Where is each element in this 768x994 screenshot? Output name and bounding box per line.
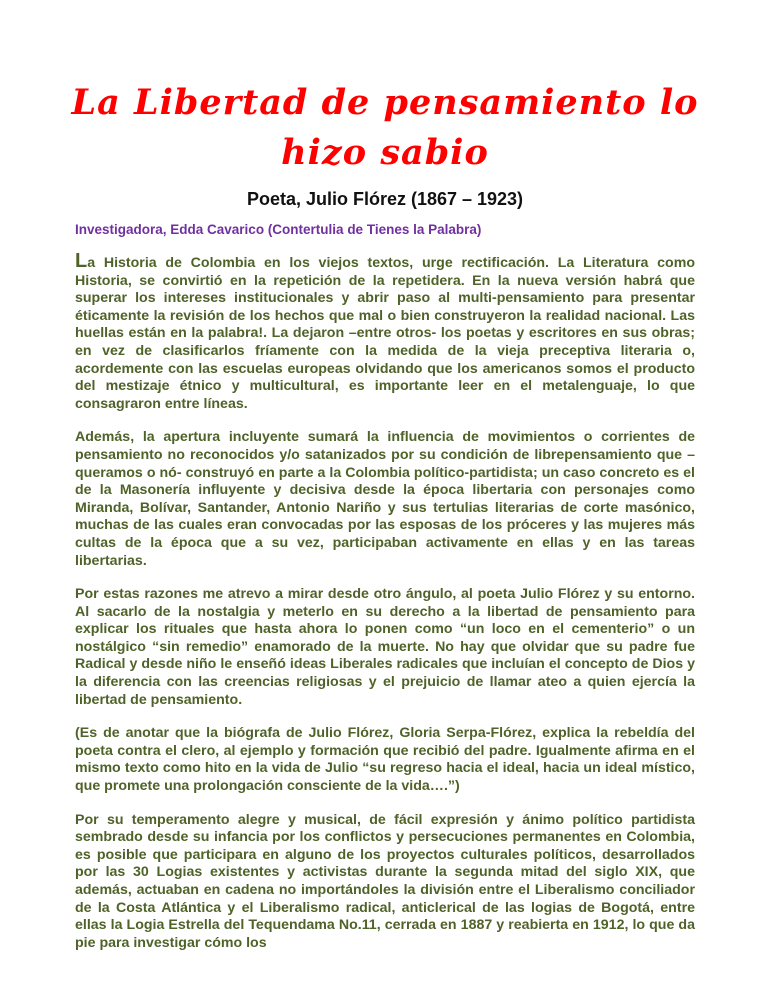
paragraph-text: a Historia de Colombia en los viejos textos, urge rectificación. La Literatura como Historia, se convirtió en la repetición de la repetidera. En la nueva versión habrá que superar los intereses institucionales y abrir paso al multi-pensamiento para presentar éticamente la revisión de los hechos que mal o bien construyeron la realidad nacional. Las huellas están en la palabra!. La dejaron –entre otros- los poetas y escritores en sus obras; en vez de clasificarlos fríamente con la medida de la vieja preceptiva literaria o, acordemente con las escuelas europeas olvidando que los americanos somos el producto del mestizaje étnico y multicultural, es importante leer en el metalenguaje, lo que consagraron entre líneas. [75,255,695,412]
title-line-2: hizo sabio [281,132,489,173]
title-line-1: La Libertad de pensamiento lo [71,82,699,123]
body-paragraph-3: Por estas razones me atrevo a mirar desde otro ángulo, al poeta Julio Flórez y su entorno. Al sacarlo de la nostalgia y meterlo en su derecho a la libertad de pensamiento para explicar los rituales que hasta ahora lo ponen como “un loco en el cementerio” o un nostálgico “sin remedio” enamorado de la muerte. No hay que olvidar que su padre fue Radical y desde niño le enseñó ideas Liberales radicales que incluían el concepto de Dios y la diferencia con las creencias religiosas y el prejuicio de llamar ateo a quien ejercía la libertad de pensamiento. [75,586,695,708]
document-page [71,78,699,952]
document-title [65,78,705,178]
body-paragraph-4: (Es de anotar que la biógrafa de Julio Flórez, Gloria Serpa-Flórez, explica la rebeldía del poeta contra el clero, al ejemplo y formación que recibió del padre. Igualmente afirma en el mismo texto como hito en la vida de Julio “su regreso hacia el ideal, hacia un ideal místico, que promete una prolongación consciente de la vida….”) [75,725,695,795]
body-paragraph-2: Además, la apertura incluyente sumará la influencia de movimientos o corrientes de pensamiento no reconocidos y/o satanizados por su condición de librepensamiento que –queramos o nó- construyó en parte a la Colombia político-partidista; un caso concreto es el de la Masonería influyente y decisiva desde la época libertaria con personajes como Miranda, Bolívar, Santander, Antonio Nariño y sus tertulias literarias de corte masónico, muchas de las cuales eran convocadas por las esposas de los próceres y las mujeres más cultas de la época que a su vez, participaban activamente en ellas y en las tareas libertarias. [75,429,695,569]
document-subtitle: Poeta, Julio Flórez (1867 – 1923) [246,189,524,209]
author-line: Investigadora, Edda Cavarico (Contertulia de Tienes la Palabra) [75,222,482,237]
dropcap-letter: L [75,250,88,272]
body-paragraph-1 [75,250,695,413]
body-paragraph-5: Por su temperamento alegre y musical, de fácil expresión y ánimo político partidista sembrado desde su infancia por los conflictos y persecuciones permanentes en Colombia, es posible que participara en alguno de los proyectos culturales políticos, desarrollados por las 30 Logias existentes y activistas durante la segunda mitad del siglo XIX, que además, actuaban en cadena no importándoles la división entre el Liberalismo conciliador de la Costa Atlántica y el Liberalismo radical, anticlerical de las logias de Bogotá, entre ellas la Logia Estrella del Tequendama No.11, cerrada en 1887 y reabierta en 1912, lo que da pie para investigar cómo los [75,811,695,951]
